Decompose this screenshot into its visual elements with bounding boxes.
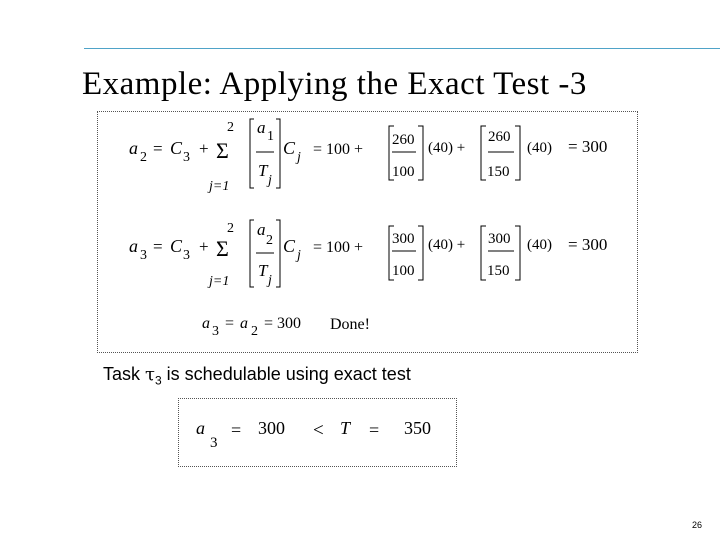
eq2-right-bracket — [276, 220, 280, 287]
eq2-sum-lower: j=1 — [209, 274, 230, 289]
eq1-term2-right-bracket — [515, 126, 520, 180]
eq2-cj-sub: j — [297, 248, 301, 263]
eq3-a3-sub: 3 — [212, 324, 219, 339]
eq2-result: = 300 — [568, 235, 608, 254]
eq1-term2-den: 150 — [487, 164, 510, 180]
eq2-lhs-var: a — [129, 236, 138, 256]
task-statement — [103, 364, 411, 388]
eq1-equals: = — [153, 139, 163, 158]
concl-eq: = — [231, 420, 242, 440]
eq2-base: = 100 + — [313, 239, 364, 256]
task-prefix: Task — [103, 364, 146, 384]
eq1-sum-upper: 2 — [227, 120, 234, 135]
eq1-frac-num-sub: 1 — [267, 129, 274, 144]
equation-a3-equals-a2 — [202, 315, 370, 339]
eq2-left-bracket — [250, 220, 254, 287]
equation-a2 — [129, 118, 607, 194]
eq2-sum-upper: 2 — [227, 221, 234, 236]
eq1-term2-num: 260 — [488, 129, 511, 145]
eq2-frac-den-var: T — [258, 261, 268, 280]
eq2-cj-var: C — [283, 236, 296, 256]
eq1-frac-den-sub: j — [268, 173, 272, 188]
eq3-a3-var: a — [202, 315, 210, 332]
concl-value: 300 — [258, 418, 285, 438]
eq1-plus: + — [199, 139, 209, 158]
eq1-left-bracket — [250, 119, 254, 188]
page-number: 26 — [692, 520, 703, 530]
eq2-equals: = — [153, 237, 163, 256]
eq2-term2-factor: (40) — [527, 237, 552, 253]
eq3-eq2: = 300 — [264, 315, 302, 332]
eq2-term1-den: 100 — [392, 263, 415, 279]
eq2-frac-num-sub: 2 — [266, 233, 273, 248]
concl-t-value: 350 — [404, 418, 431, 438]
eq1-sum-lower: j=1 — [209, 179, 230, 194]
eq1-lhs-var: a — [129, 138, 138, 158]
eq3-a2-sub: 2 — [251, 324, 258, 339]
eq1-cj-var: C — [283, 138, 296, 158]
conclusion-equation — [196, 418, 431, 451]
eq1-c-var: C — [170, 138, 183, 158]
eq2-term2-left-bracket — [481, 226, 486, 280]
eq1-cj-sub: j — [297, 150, 301, 165]
eq1-frac-den-var: T — [258, 161, 268, 180]
eq3-done: Done! — [330, 316, 370, 333]
eq1-term1-den: 100 — [392, 164, 415, 180]
tau-symbol: τ — [145, 364, 155, 385]
eq2-sigma: Σ — [216, 236, 229, 261]
eq3-a2-var: a — [240, 315, 248, 332]
task-suffix: is schedulable using exact test — [161, 364, 411, 384]
eq2-term1-factor: (40) + — [428, 237, 466, 253]
equation-a3 — [129, 220, 607, 289]
eq1-term1-factor: (40) + — [428, 140, 466, 156]
concl-t-var: T — [340, 418, 351, 438]
concl-lt: < — [313, 420, 324, 441]
eq1-result: = 300 — [568, 137, 608, 156]
eq1-term1-right-bracket — [418, 126, 423, 180]
tau-sub: 3 — [154, 373, 162, 388]
concl-eq2: = — [369, 420, 380, 440]
eq1-lhs-sub: 2 — [140, 150, 147, 165]
eq2-term2-den: 150 — [487, 263, 510, 279]
eq2-c-var: C — [170, 236, 183, 256]
eq2-term2-right-bracket — [515, 226, 520, 280]
eq2-term2-num: 300 — [488, 231, 511, 247]
eq2-plus: + — [199, 237, 209, 256]
eq2-term1-right-bracket — [418, 226, 423, 280]
eq3-eq1: = — [225, 315, 235, 332]
eq1-term2-left-bracket — [481, 126, 486, 180]
eq1-c-sub: 3 — [183, 150, 190, 165]
eq2-c-sub: 3 — [183, 248, 190, 263]
eq2-lhs-sub: 3 — [140, 248, 147, 263]
eq1-term2-factor: (40) — [527, 140, 552, 156]
eq1-right-bracket — [276, 119, 280, 188]
slide-title: Example: Applying the Exact Test -3 — [82, 66, 587, 102]
concl-sub: 3 — [210, 435, 218, 451]
eq2-frac-den-sub: j — [268, 273, 272, 288]
eq1-term1-num: 260 — [392, 132, 415, 148]
concl-var: a — [196, 418, 205, 438]
eq1-frac-num-var: a — [257, 118, 266, 137]
eq1-sigma: Σ — [216, 138, 229, 163]
eq2-term1-num: 300 — [392, 231, 415, 247]
eq1-base: = 100 + — [313, 141, 364, 158]
eq2-frac-num-var: a — [257, 220, 266, 239]
